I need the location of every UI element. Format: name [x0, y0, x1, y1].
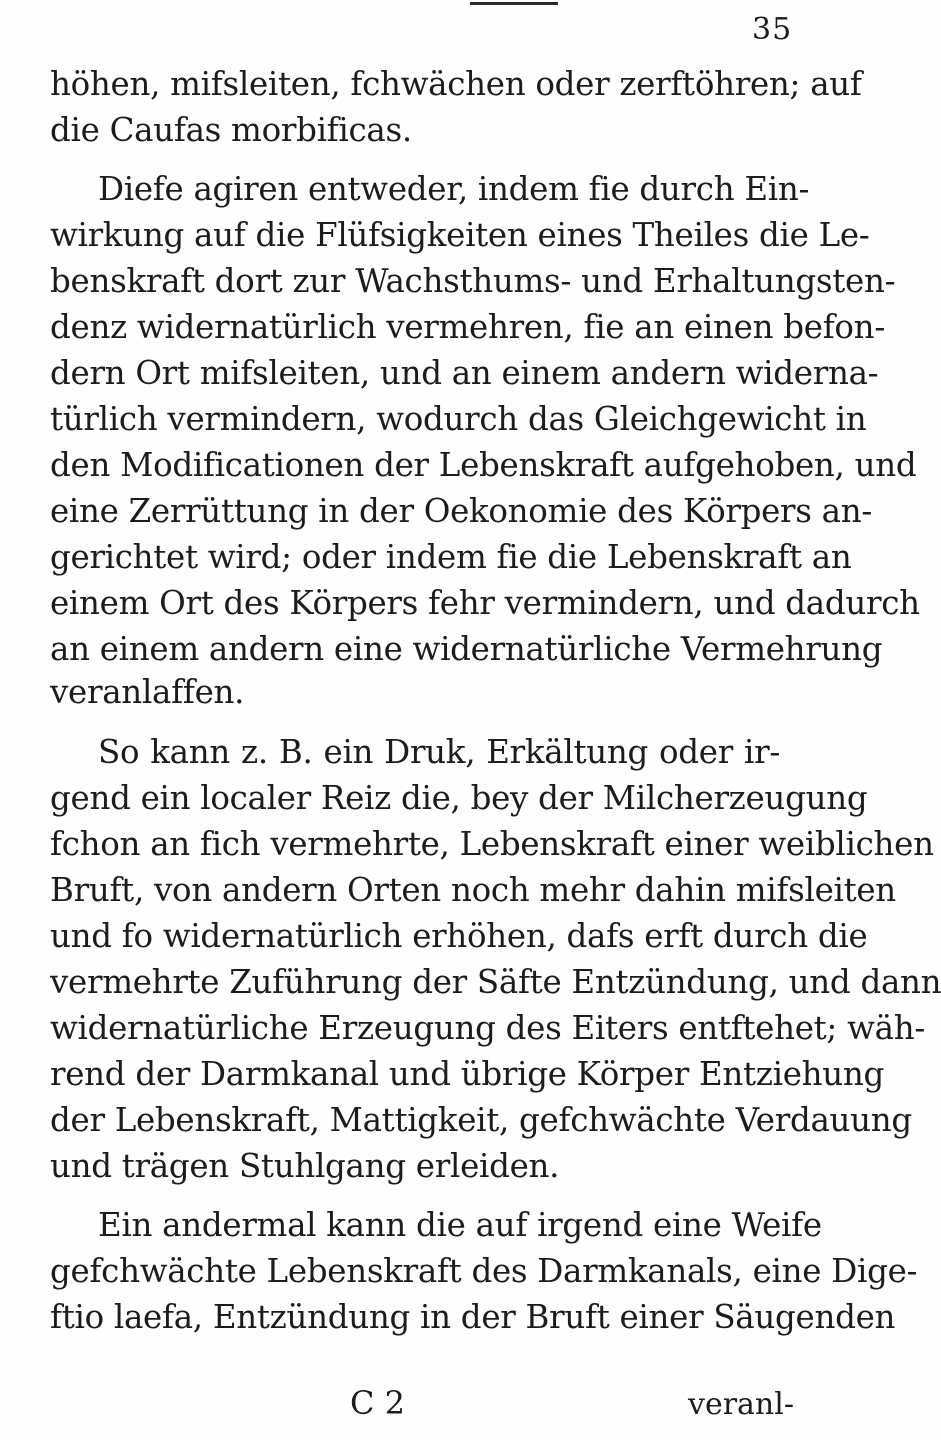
ink-smudge [470, 2, 558, 5]
text-line: gerichtet wird; oder indem fie die Lebenskraft an [50, 538, 852, 576]
text-line: veranlaffen. [50, 673, 245, 711]
page-number: 35 [752, 12, 793, 47]
text-line: den Modificationen der Lebenskraft aufgehoben, und [50, 446, 917, 484]
catchword: veranl- [688, 1387, 794, 1422]
text-line: denz widernatürlich vermehren, fie an einen befon- [50, 308, 885, 346]
text-line: einem Ort des Körpers fehr vermindern, und dadurch [50, 584, 920, 622]
text-line: So kann z. B. ein Druk, Erkältung oder ir- [98, 733, 780, 771]
text-line: und fo widernatürlich erhöhen, dafs erft durch die [50, 917, 868, 955]
text-line: Ein andermal kann die auf irgend eine Weife [98, 1206, 822, 1244]
text-line: Diefe agiren entweder, indem fie durch Ein- [98, 170, 810, 208]
text-line: ftio laefa, Entzündung in der Bruft einer Säugenden [50, 1298, 896, 1336]
text-line: dern Ort mifsleiten, und an einem andern widerna- [50, 354, 879, 392]
text-line: gend ein localer Reiz die, bey der Milcherzeugung [50, 779, 868, 817]
text-line: rend der Darmkanal und übrige Körper Entziehung [50, 1055, 885, 1093]
text-line: wirkung auf die Flüfsigkeiten eines Theiles die Le- [50, 216, 870, 254]
text-line: Bruft, von andern Orten noch mehr dahin mifsleiten [50, 871, 896, 909]
text-line: fchon an fich vermehrte, Lebenskraft einer weiblichen [50, 825, 934, 863]
text-line: an einem andern eine widernatürliche Vermehrung [50, 630, 883, 668]
text-line: türlich vermindern, wodurch das Gleichgewicht in [50, 400, 867, 438]
text-line: die Caufas morbificas. [50, 111, 412, 149]
text-line: vermehrte Zuführung der Säfte Entzündung, und dann [50, 963, 941, 1001]
text-line: höhen, mifsleiten, fchwächen oder zerftöhren; auf [50, 65, 862, 103]
text-line: eine Zerrüttung in der Oekonomie des Körpers an- [50, 492, 873, 530]
text-line: widernatürliche Erzeugung des Eiters entftehet; wäh- [50, 1009, 926, 1047]
text-line: gefchwächte Lebenskraft des Darmkanals, eine Dige- [50, 1252, 918, 1290]
signature-mark: C 2 [350, 1384, 406, 1422]
text-line: benskraft dort zur Wachsthums- und Erhaltungsten- [50, 262, 896, 300]
text-line: und trägen Stuhlgang erleiden. [50, 1147, 560, 1185]
text-line: der Lebenskraft, Mattigkeit, gefchwächte Verdauung [50, 1101, 912, 1139]
